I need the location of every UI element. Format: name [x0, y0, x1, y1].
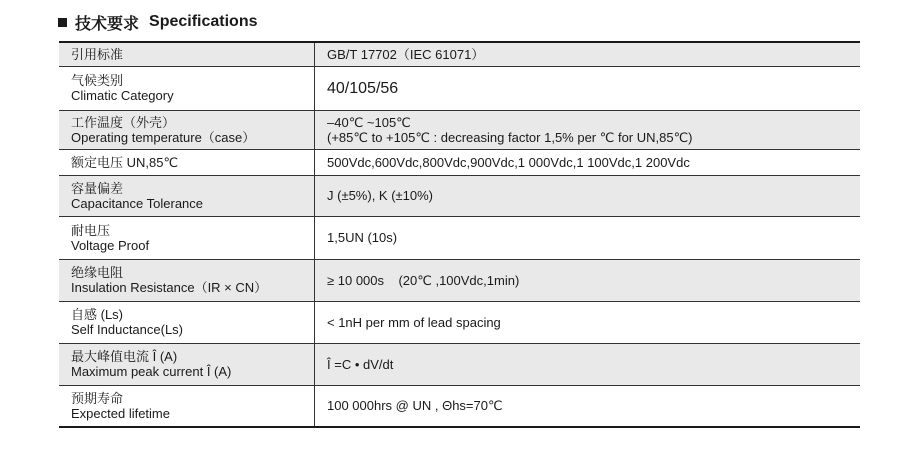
param-cell: [59, 301, 315, 343]
param-cell: [59, 149, 315, 175]
param-cell: [59, 110, 315, 149]
param-value: 40/105/56: [327, 79, 399, 97]
param-value-note: (+85℃ to +105℃ : decreasing factor 1,5% per ℃ for UN,85℃): [327, 129, 693, 145]
param-cell: [59, 343, 315, 385]
param-value: ≥ 10 000s (20℃ ,100Vdc,1min): [327, 272, 520, 288]
bullet-square-icon: [58, 18, 67, 27]
value-cell: [315, 259, 861, 301]
param-value: 500Vdc,600Vdc,800Vdc,900Vdc,1 000Vdc,1 100Vdc,1 200Vdc: [327, 154, 690, 170]
param-zh: 工作温度（外壳）: [71, 114, 176, 130]
table-row: [59, 42, 860, 66]
param-en: Capacitance Tolerance: [71, 195, 204, 211]
value-cell: [315, 42, 861, 66]
table-row: [59, 66, 860, 110]
param-zh: 最大峰值电流 Î (A): [71, 349, 178, 364]
param-en: Expected lifetime: [71, 405, 170, 421]
value-cell: [315, 110, 861, 149]
value-cell: [315, 385, 861, 427]
param-cell: [59, 216, 315, 259]
param-cell: [59, 66, 315, 110]
table-row: [59, 149, 860, 175]
table-row: [59, 110, 860, 149]
heading-zh: 技术要求: [75, 15, 140, 33]
table-row: [59, 343, 860, 385]
param-zh: 耐电压: [71, 222, 111, 238]
param-value: J (±5%), K (±10%): [327, 188, 434, 203]
value-cell: [315, 343, 861, 385]
table-row: [59, 175, 860, 216]
param-zh: 额定电压 UN,85℃: [71, 154, 179, 170]
param-value: 100 000hrs @ UN , Θhs=70℃: [327, 398, 503, 414]
param-value: Î =C • dV/dt: [327, 356, 394, 372]
specifications-table: [59, 41, 860, 428]
section-heading: [58, 10, 258, 34]
value-cell: [315, 216, 861, 259]
param-zh: 自感 (Ls): [71, 307, 124, 322]
param-cell: [59, 259, 315, 301]
param-zh: 引用标准: [71, 46, 124, 62]
param-en: Climatic Category: [71, 88, 174, 103]
value-cell: [315, 301, 861, 343]
param-en: Voltage Proof: [71, 237, 150, 253]
value-cell: [315, 149, 861, 175]
param-value: < 1nH per mm of lead spacing: [327, 314, 501, 330]
param-value: 1,5UN (10s): [327, 230, 398, 245]
param-en: Self Inductance(Ls): [71, 322, 184, 337]
param-cell: [59, 42, 315, 66]
param-zh: 气候类别: [71, 73, 124, 88]
table-row: [59, 385, 860, 427]
param-zh: 预期寿命: [71, 390, 124, 406]
param-zh: 绝缘电阻: [71, 265, 124, 280]
param-cell: [59, 175, 315, 216]
value-cell: [315, 175, 861, 216]
param-zh: 容量偏差: [71, 180, 124, 196]
param-cell: [59, 385, 315, 427]
value-cell: [315, 66, 861, 110]
param-en: Operating temperature（case）: [71, 129, 256, 145]
table-row: [59, 259, 860, 301]
param-en: Insulation Resistance（IR × CN）: [71, 280, 268, 295]
table-row: [59, 216, 860, 259]
param-en: Maximum peak current Î (A): [71, 364, 232, 379]
param-value: –40℃ ~105℃: [327, 114, 411, 130]
table-row: [59, 301, 860, 343]
heading-en: Specifications: [149, 13, 258, 30]
param-value: GB/T 17702（IEC 61071）: [327, 46, 485, 62]
